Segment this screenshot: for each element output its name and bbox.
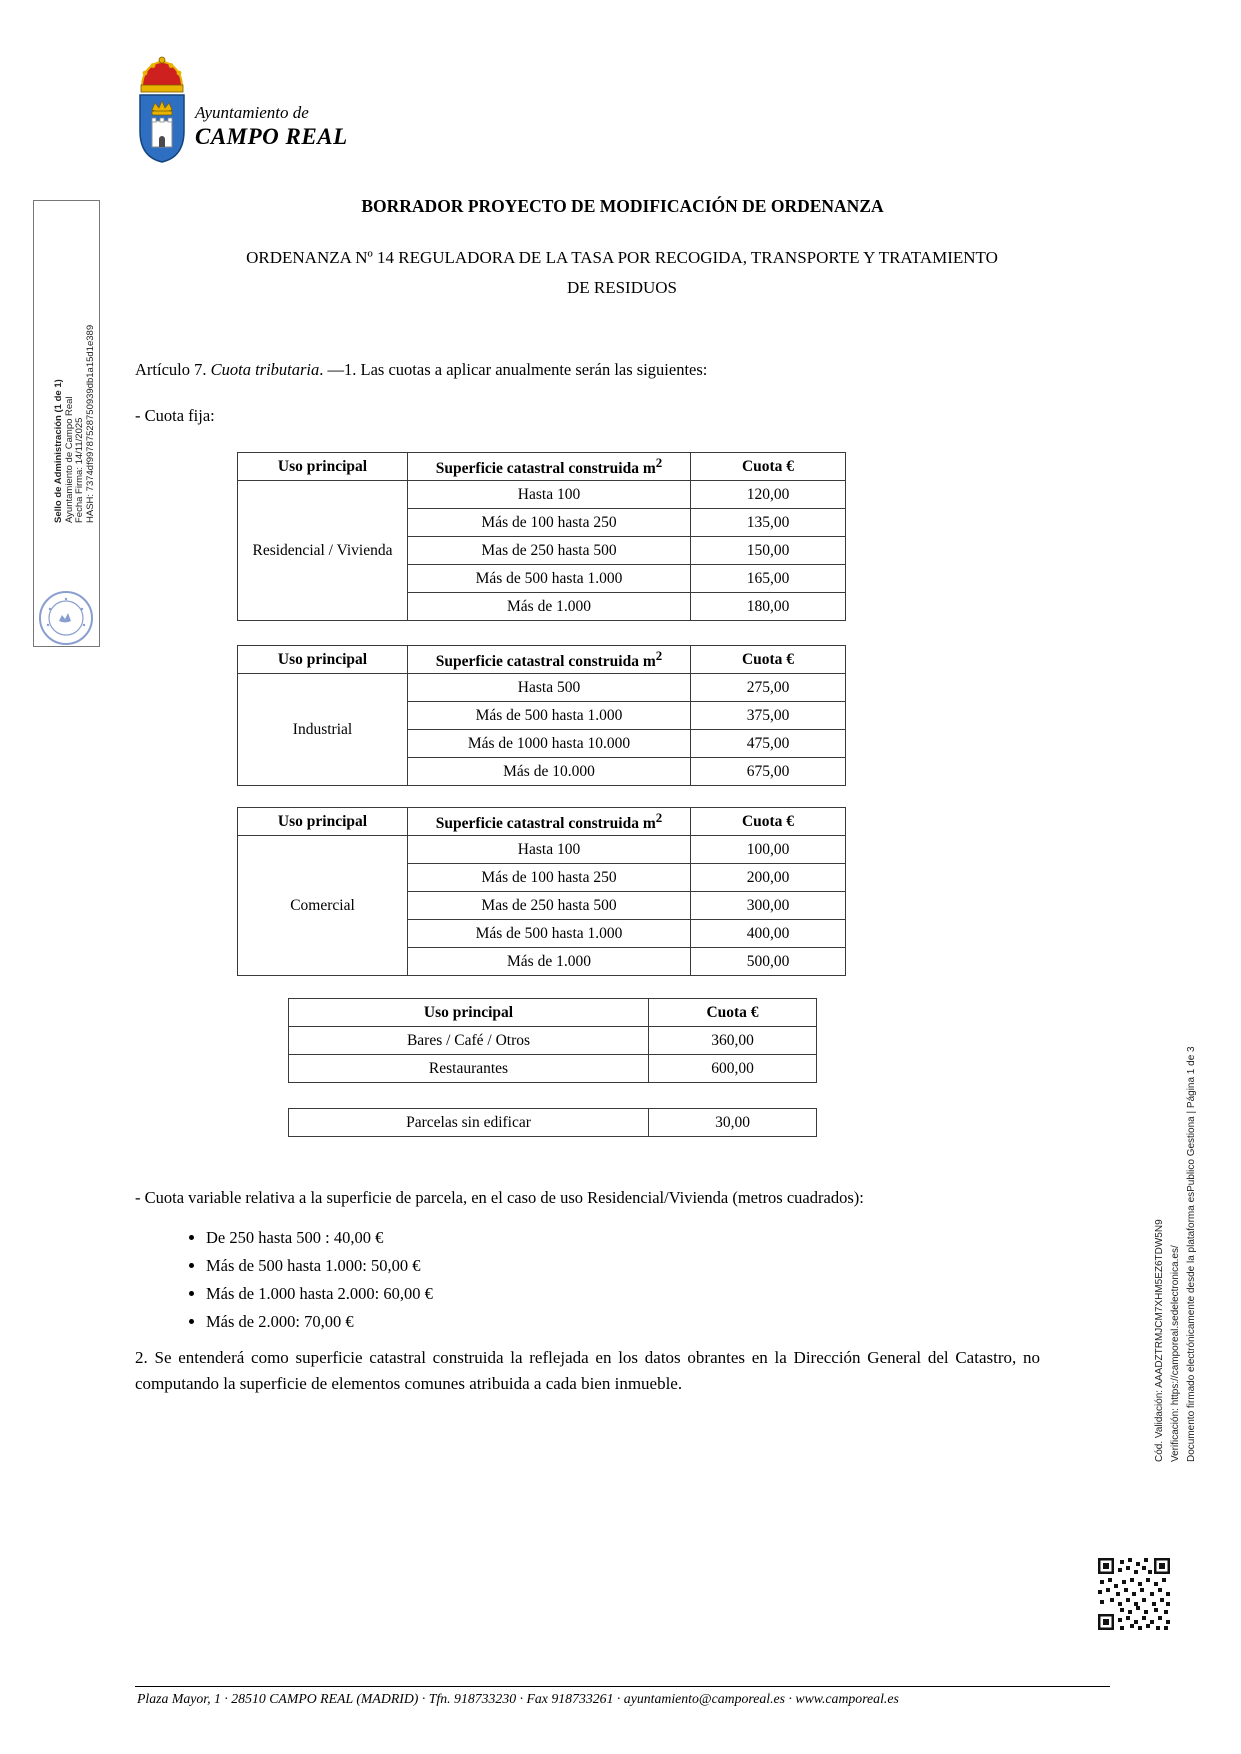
- footer-address: Plaza Mayor, 1 · 28510 CAMPO REAL (MADRID) · Tfn. 918733230 · Fax 918733261 · ayuntamiento@camporeal.es · www.camporeal.es: [137, 1691, 899, 1706]
- qr-code-icon: [1096, 1556, 1172, 1632]
- article-lead: Artículo 7.: [135, 360, 211, 379]
- seal-hash: HASH: 7374df99787528750939db1a15d1e389: [84, 324, 96, 523]
- table-header-row: [289, 999, 817, 1027]
- range-cell: Hasta 500: [408, 674, 691, 702]
- fee-cell: 275,00: [691, 674, 846, 702]
- article-7-heading: [135, 360, 1110, 380]
- header-cuota: Cuota €: [691, 808, 846, 836]
- fee-cell: 475,00: [691, 730, 846, 758]
- header-cuota: Cuota €: [691, 453, 846, 481]
- table-parcelas: [288, 1108, 817, 1137]
- table-header-row: [238, 646, 846, 674]
- municipality-logo: [133, 55, 473, 165]
- category-cell: Residencial / Vivienda: [238, 481, 408, 621]
- fee-cell: 100,00: [691, 836, 846, 864]
- fee-cell: 30,00: [649, 1109, 817, 1137]
- header-superficie: Superficie catastral construida $m^2$: [408, 646, 691, 674]
- header-uso-principal: Uso principal: [238, 453, 408, 481]
- table-hosteleria: [288, 998, 817, 1083]
- admin-seal-box: [33, 200, 100, 647]
- paragraph-2: 2. Se entenderá como superficie catastral construida la reflejada en los datos obrantes en la Dirección General del Catastro, no computando la superficie de elementos comunes atribuida a cada bien inmueble.: [135, 1348, 1040, 1393]
- use-cell: Restaurantes: [289, 1055, 649, 1083]
- header-cuota: Cuota €: [649, 999, 817, 1027]
- category-cell: Industrial: [238, 674, 408, 786]
- seal-date: Fecha Firma: 14/11/2025: [74, 417, 85, 523]
- range-cell: Más de 100 hasta 250: [408, 509, 691, 537]
- article-italic: Cuota tributaria: [210, 360, 320, 379]
- fee-cell: 400,00: [691, 920, 846, 948]
- table-residencial: [237, 452, 846, 621]
- fee-cell: 135,00: [691, 509, 846, 537]
- header-uso-principal: Uso principal: [238, 646, 408, 674]
- fee-cell: 120,00: [691, 481, 846, 509]
- range-cell: Hasta 100: [408, 481, 691, 509]
- table-row: [289, 1027, 817, 1055]
- fee-cell: 360,00: [649, 1027, 817, 1055]
- range-cell: Hasta 100: [408, 836, 691, 864]
- round-stamp-icon: [37, 589, 95, 647]
- table-header-row: [238, 808, 846, 836]
- document-title: BORRADOR PROYECTO DE MODIFICACIÓN DE ORDENANZA: [361, 196, 884, 216]
- range-cell: Más de 1.000: [408, 593, 691, 621]
- fee-cell: 600,00: [649, 1055, 817, 1083]
- range-cell: Más de 1.000: [408, 948, 691, 976]
- verification-url: Verificación: https://camporeal.sedelectronica.es/: [1170, 1245, 1181, 1462]
- table-industrial: [237, 645, 846, 786]
- list-item: • Más de 2.000: 70,00 €: [206, 1312, 433, 1332]
- seal-title: Sello de Administración (1 de 1): [53, 379, 64, 523]
- header-uso-principal: Uso principal: [289, 999, 649, 1027]
- seal-org: Ayuntamiento de Campo Real: [63, 396, 75, 523]
- fee-cell: 500,00: [691, 948, 846, 976]
- fee-cell: 180,00: [691, 593, 846, 621]
- logo-name-label: CAMPO REAL: [195, 124, 348, 149]
- header-superficie: Superficie catastral construida $m^2$: [408, 453, 691, 481]
- use-cell: Parcelas sin edificar: [289, 1109, 649, 1137]
- range-cell: Más de 500 hasta 1.000: [408, 920, 691, 948]
- range-cell: Más de 1000 hasta 10.000: [408, 730, 691, 758]
- fee-cell: 200,00: [691, 864, 846, 892]
- table-row: [289, 1109, 817, 1137]
- category-cell: Comercial: [238, 836, 408, 976]
- variable-quota-intro: - Cuota variable relativa a la superficie de parcela, en el caso de uso Residencial/Vivienda (metros cuadrados):: [135, 1188, 864, 1207]
- range-cell: Más de 100 hasta 250: [408, 864, 691, 892]
- range-cell: Mas de 250 hasta 500: [408, 537, 691, 565]
- table-header-row: [238, 453, 846, 481]
- fee-cell: 165,00: [691, 565, 846, 593]
- header-uso-principal: Uso principal: [238, 808, 408, 836]
- admin-seal-text: [54, 223, 96, 523]
- table-row: [238, 836, 846, 864]
- range-cell: Más de 500 hasta 1.000: [408, 565, 691, 593]
- range-cell: Más de 10.000: [408, 758, 691, 786]
- footer-divider: [135, 1686, 1110, 1687]
- table-comercial: [237, 807, 846, 976]
- fee-cell: 675,00: [691, 758, 846, 786]
- table-row: [289, 1055, 817, 1083]
- list-item: • Más de 1.000 hasta 2.000: 60,00 €: [206, 1284, 433, 1304]
- list-item: • De 250 hasta 500 : 40,00 €: [206, 1228, 433, 1248]
- table-row: [238, 674, 846, 702]
- validation-code: Cód. Validación: AAADZTRMJCM7XHM5EZ6TDW5N9: [1154, 1219, 1165, 1462]
- header-cuota: Cuota €: [691, 646, 846, 674]
- fee-cell: 375,00: [691, 702, 846, 730]
- table-row: [238, 481, 846, 509]
- range-cell: Mas de 250 hasta 500: [408, 892, 691, 920]
- header-superficie: Superficie catastral construida $m^2$: [408, 808, 691, 836]
- document-subtitle: ORDENANZA Nº 14 REGULADORA DE LA TASA POR RECOGIDA, TRANSPORTE Y TRATAMIENTO DE RESIDUOS: [246, 248, 998, 297]
- logo-org-label: Ayuntamiento de: [195, 103, 309, 122]
- article-rest: . —1. Las cuotas a aplicar anualmente serán las siguientes:: [319, 360, 708, 379]
- fee-cell: 300,00: [691, 892, 846, 920]
- range-cell: Más de 500 hasta 1.000: [408, 702, 691, 730]
- coat-of-arms-icon: [133, 55, 191, 165]
- use-cell: Bares / Café / Otros: [289, 1027, 649, 1055]
- fee-cell: 150,00: [691, 537, 846, 565]
- variable-quota-list: [168, 1228, 433, 1340]
- fixed-quota-label: - Cuota fija:: [135, 406, 215, 425]
- signed-note: Documento firmado electrónicamente desde la plataforma esPublico Gestiona | Página 1 de 3: [1186, 1046, 1197, 1462]
- list-item: • Más de 500 hasta 1.000: 50,00 €: [206, 1256, 433, 1276]
